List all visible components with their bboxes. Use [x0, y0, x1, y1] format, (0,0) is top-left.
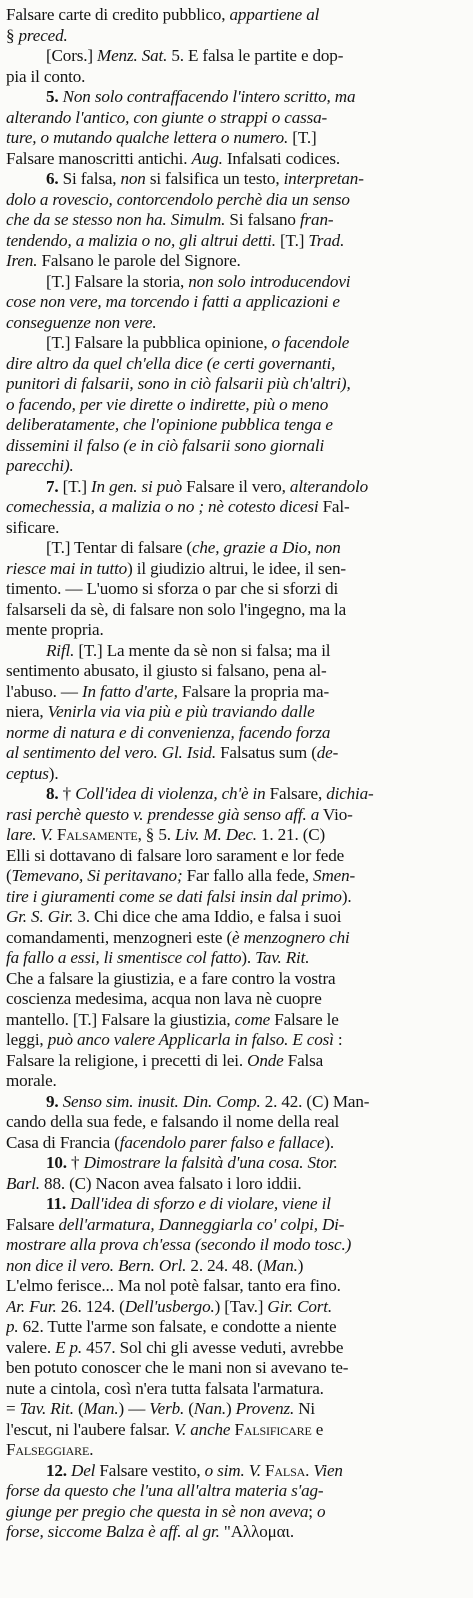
- roman-text: ): [225, 1399, 236, 1418]
- italic-text: norme di natura e di convenienza, facendo forza: [6, 722, 331, 742]
- italic-text: o facendo, per vie dirette o indirette, più o meno: [6, 394, 329, 414]
- italic-text: non dice il vero. Bern. Orl.: [6, 1255, 187, 1275]
- roman-text: ).: [241, 948, 256, 967]
- italic-text: Provenz.: [235, 1399, 295, 1418]
- text-line: [6, 313, 465, 334]
- cross-reference: Falsamente: [52, 825, 138, 844]
- roman-text: Vio-: [319, 804, 353, 824]
- roman-text: l'abuso. —: [6, 681, 82, 701]
- text-line: [6, 559, 465, 580]
- text-line: [6, 805, 465, 826]
- italic-text: Non solo contraffacendo l'intero scritto, ma: [62, 87, 356, 106]
- roman-text: 457. Sol chi gli avesse veduti, avrebbe: [82, 1337, 344, 1357]
- text-line: [6, 1502, 465, 1523]
- italic-text: Gir. Cort.: [267, 1296, 332, 1316]
- text-line: [6, 149, 465, 170]
- roman-text: ben potuto conoscer che le mani non si avevano te-: [6, 1358, 349, 1377]
- roman-text: 3. Chi dice che ama Iddio, e falsa i suoi: [73, 907, 342, 926]
- italic-text: E p.: [55, 1337, 83, 1357]
- text-line: [6, 600, 465, 621]
- italic-text: dichia-: [326, 784, 374, 803]
- italic-text: cose non vere, ma torcendo i fatti a applicazioni e: [6, 292, 340, 311]
- italic-text: In gen. si può: [91, 476, 182, 496]
- text-line: [6, 907, 465, 928]
- cross-reference: Falseggiare: [6, 1440, 90, 1459]
- italic-text: dissemini il falso (e in ciò falsarii sono giornali: [6, 435, 325, 455]
- text-line: [6, 1071, 465, 1092]
- roman-text: [T.] Falsare la storia,: [46, 271, 189, 291]
- roman-text: leggi,: [6, 1030, 48, 1049]
- italic-text: dire altro da quel ch'ella dice (e certi governanti,: [6, 353, 336, 373]
- roman-text: sentimento abusato, il giusto si falsano, pena al-: [6, 661, 327, 680]
- text-line: [6, 1174, 465, 1195]
- roman-text: 62. Tutte l'arme son falsate, e condotte a niente: [18, 1317, 337, 1336]
- roman-text: niera,: [6, 702, 48, 721]
- italic-text: Dell'usbergo.: [124, 1296, 215, 1316]
- text-line: [6, 128, 465, 149]
- italic-text: comechessia, a malizia o no ; nè cotesto dicesi: [6, 497, 319, 516]
- cross-reference: Falsa: [260, 1460, 306, 1480]
- roman-text: ): [297, 1255, 304, 1275]
- text-line: [6, 702, 465, 723]
- roman-text: Falsare: [6, 1214, 59, 1234]
- roman-text: valere.: [6, 1337, 56, 1357]
- roman-text: [T.] Tentar di falsare (: [46, 538, 192, 557]
- italic-text: In fatto d'arte,: [81, 681, 178, 701]
- sense-number: 5.: [46, 87, 59, 106]
- italic-text: Rifl.: [46, 640, 75, 660]
- italic-text: fa fallo a essi, li smentisce col fatto: [6, 948, 242, 967]
- text-line: [6, 682, 465, 703]
- italic-text: appartiene al: [229, 5, 320, 24]
- text-line: [6, 518, 465, 539]
- italic-text: preced.: [18, 25, 68, 45]
- text-line: [6, 210, 465, 231]
- text-line: [6, 764, 465, 785]
- italic-text: deliberatamente, che l'opinione pubblica tenga e: [6, 415, 333, 434]
- roman-text: †: [66, 1153, 84, 1172]
- roman-text: †: [58, 784, 76, 803]
- text-line: [6, 272, 465, 293]
- text-line: [6, 5, 465, 26]
- italic-text: è menzognero chi: [232, 927, 350, 947]
- roman-text: ).: [324, 1132, 334, 1152]
- text-line: [6, 395, 465, 416]
- text-line: [6, 87, 465, 108]
- text-line: [6, 743, 465, 764]
- roman-text: "Αλλομαι.: [219, 1522, 294, 1541]
- roman-text: falsarseli da sè, di falsare non solo l'ingegno, ma la: [6, 599, 347, 619]
- italic-text: Tav. Rit.: [19, 1399, 74, 1418]
- text-line: [6, 415, 465, 436]
- roman-text: L'elmo ferisce... Ma nol potè falsar, tanto era fino.: [6, 1276, 341, 1295]
- text-line: [6, 1461, 465, 1482]
- roman-text: timento. — L'uomo si sforza o par che si sforzi di: [6, 579, 339, 598]
- text-line: [6, 1010, 465, 1031]
- text-line: [6, 1338, 465, 1359]
- roman-text: 26. 124. (: [56, 1296, 125, 1316]
- cross-reference: Falsificare: [230, 1419, 312, 1439]
- roman-text: e: [311, 1419, 324, 1439]
- italic-text: Verb.: [149, 1399, 185, 1418]
- italic-text: Smen-: [313, 866, 356, 885]
- roman-text: Falsare carte di credito pubblico,: [6, 5, 230, 24]
- text-line: [6, 825, 465, 846]
- roman-text: .: [89, 1440, 94, 1459]
- italic-text: forse, siccome Balza è aff. al gr.: [6, 1522, 220, 1541]
- roman-text: §: [6, 25, 19, 45]
- italic-text: parecchi).: [6, 456, 74, 475]
- roman-text: 2. 42. (C) Man-: [260, 1091, 370, 1111]
- italic-text: rasi perchè questo v. prendesse già senso aff. a: [6, 804, 320, 824]
- italic-text: Trad.: [308, 230, 345, 250]
- italic-text: Menz. Sat.: [97, 46, 168, 65]
- italic-text: non: [120, 169, 146, 188]
- text-line: [6, 26, 465, 47]
- text-line: [6, 928, 465, 949]
- italic-text: dell'armatura, Danneggiarla co' colpi, Di-: [58, 1214, 345, 1234]
- text-line: [6, 190, 465, 211]
- italic-text: non solo introducendovi: [188, 271, 351, 291]
- roman-text: Far fallo alla fede,: [182, 866, 314, 885]
- text-line: [6, 1092, 465, 1113]
- italic-text: Coll'idea di violenza, ch'è in: [75, 784, 266, 803]
- roman-text: cando della sua fede, e falsando il nome della real: [6, 1112, 340, 1131]
- text-line: [6, 436, 465, 457]
- sense-number: 9.: [46, 1091, 59, 1111]
- italic-text: punitori di falsarii, sono in ciò falsarii più ch'altri),: [6, 374, 351, 393]
- italic-text: tendendo, a malizia o no, gli altrui detti.: [6, 230, 276, 250]
- text-line: [6, 784, 465, 805]
- italic-text: Vien: [313, 1460, 343, 1480]
- text-line: [6, 1215, 465, 1236]
- italic-text: alterandolo: [289, 476, 369, 496]
- text-line: [6, 969, 465, 990]
- italic-text: Man.: [262, 1255, 298, 1275]
- roman-text: si falsifica un testo,: [145, 169, 284, 188]
- italic-text: Temevano, Si peritavano;: [11, 866, 183, 885]
- sense-number: 8.: [46, 784, 59, 803]
- roman-text: Falsare le: [270, 1009, 339, 1029]
- roman-text: 2. 24. 48. (: [186, 1255, 263, 1275]
- roman-text: coscienza medesima, acqua non lava nè cuopre: [6, 989, 322, 1008]
- italic-text: Iren.: [6, 251, 38, 270]
- roman-text: Falsare il vero,: [181, 476, 290, 496]
- text-line: [6, 620, 465, 641]
- italic-text: può anco valere Applicarla in falso. E così: [47, 1030, 334, 1049]
- text-line: [6, 67, 465, 88]
- text-line: [6, 251, 465, 272]
- roman-text: Falsa: [283, 1050, 324, 1070]
- roman-text: Falsare la religione, i precetti di lei.: [6, 1050, 248, 1070]
- text-line: [6, 1481, 465, 1502]
- entry-text-column: [6, 5, 465, 1543]
- text-line: [6, 292, 465, 313]
- italic-text: forse da questo che l'una all'altra materia s'ag-: [6, 1481, 324, 1500]
- italic-text: che, grazie a Dio, non: [191, 538, 341, 557]
- italic-text: alterando l'antico, con giunte o strappi o cassa-: [6, 107, 328, 127]
- text-line: [6, 661, 465, 682]
- italic-text: Barl.: [6, 1173, 40, 1193]
- italic-text: Ar. Fur.: [6, 1296, 57, 1316]
- italic-text: V. anche: [173, 1419, 231, 1439]
- roman-text: nute a cintola, così n'era tutta falsata l'armatura.: [6, 1378, 324, 1398]
- roman-text: ) —: [118, 1399, 150, 1418]
- roman-text: (: [73, 1399, 84, 1418]
- roman-text: ).: [48, 763, 59, 783]
- italic-text: come: [234, 1009, 271, 1029]
- roman-text: :: [333, 1030, 343, 1049]
- roman-text: 88. (C) Nacon avea falsato i loro iddii.: [39, 1173, 302, 1193]
- roman-text: ;: [308, 1501, 318, 1521]
- italic-text: Tav. Rit.: [255, 948, 310, 967]
- italic-text: Man.: [83, 1399, 119, 1418]
- italic-text: p.: [6, 1317, 19, 1336]
- text-line: [6, 723, 465, 744]
- text-line: [6, 887, 465, 908]
- roman-text: mantello. [T.] Falsare la giustizia,: [6, 1009, 235, 1029]
- italic-text: Aug.: [191, 148, 223, 168]
- roman-text: =: [6, 1399, 20, 1418]
- roman-text: [T.]: [288, 128, 317, 147]
- text-line: [6, 169, 465, 190]
- roman-text: Falsare la propria ma-: [177, 681, 330, 701]
- italic-text: Dimostrare la falsità d'una cosa. Stor.: [83, 1153, 338, 1172]
- text-line: [6, 1153, 465, 1174]
- text-line: [6, 1030, 465, 1051]
- text-line: [6, 497, 465, 518]
- roman-text: [T.]: [58, 476, 92, 496]
- roman-text: , § 5.: [137, 825, 175, 844]
- italic-text: Venirla via via più e più traviando dalle: [47, 702, 315, 721]
- italic-text: giunge per pregio che questa in sè non aveva: [6, 1501, 309, 1521]
- roman-text: sificare.: [6, 517, 60, 537]
- roman-text: Elli si dottavano di falsare loro sarament e lor fede: [6, 845, 345, 865]
- sense-number: 6.: [46, 169, 59, 188]
- text-line: [6, 231, 465, 252]
- italic-text: ceptus: [6, 763, 49, 783]
- text-line: [6, 538, 465, 559]
- italic-text: facendolo parer falso e fallace: [119, 1132, 325, 1152]
- text-line: [6, 108, 465, 129]
- italic-text: fran-: [299, 210, 334, 229]
- roman-text: Falsare,: [265, 784, 327, 803]
- roman-text: Si falsano: [225, 210, 300, 229]
- roman-text: comandamenti, menzogneri este (: [6, 927, 233, 947]
- roman-text: (: [184, 1399, 194, 1418]
- roman-text: 5. E falsa le partite e dop-: [167, 46, 344, 65]
- text-line: [6, 1317, 465, 1338]
- roman-text: Fal-: [318, 497, 350, 516]
- roman-text: ) il giudizio altrui, le idee, il sen-: [127, 558, 346, 578]
- roman-text: ).: [341, 886, 352, 906]
- roman-text: [T.] Falsare la pubblica opinione,: [46, 333, 272, 352]
- italic-text: Onde: [247, 1050, 284, 1070]
- roman-text: l'escut, ni l'aubere falsar.: [6, 1419, 174, 1439]
- italic-text: dolo a rovescio, contorcendolo perchè dia un senso: [6, 189, 350, 209]
- text-line: [6, 1358, 465, 1379]
- text-line: [6, 1276, 465, 1297]
- italic-text: che da se stesso non ha. Simulm.: [6, 210, 226, 229]
- italic-text: Dall'idea di sforzo e di violare, viene il: [70, 1194, 331, 1213]
- text-line: [6, 374, 465, 395]
- italic-text: o: [317, 1501, 326, 1521]
- italic-text: Gr. S. Gir.: [6, 907, 74, 926]
- roman-text: 1. 21. (C): [256, 825, 326, 844]
- text-line: [6, 1420, 465, 1441]
- text-line: [6, 641, 465, 662]
- roman-text: Falsatus sum (: [215, 743, 317, 762]
- italic-text: de-: [316, 743, 339, 762]
- text-line: [6, 1522, 465, 1543]
- sense-number: 7.: [46, 476, 59, 496]
- roman-text: mente propria.: [6, 620, 104, 639]
- roman-text: [Cors.]: [46, 46, 98, 65]
- roman-text: ) [Tav.]: [214, 1296, 268, 1316]
- italic-text: lare. V.: [6, 825, 53, 844]
- roman-text: [T.]: [275, 230, 309, 250]
- roman-text: Si falsa,: [58, 169, 121, 188]
- roman-text: Falsare vestito,: [95, 1460, 205, 1480]
- italic-text: al sentimento del vero. Gl. Isid.: [6, 743, 216, 762]
- text-line: [6, 579, 465, 600]
- roman-text: [T.] La mente da sè non si falsa; ma il: [74, 640, 331, 660]
- italic-text: interpretan-: [283, 169, 364, 188]
- text-line: [6, 1256, 465, 1277]
- text-line: [6, 1235, 465, 1256]
- roman-text: Casa di Francia (: [6, 1132, 120, 1152]
- text-line: [6, 1399, 465, 1420]
- italic-text: Nan.: [193, 1399, 226, 1418]
- text-line: [6, 1194, 465, 1215]
- text-line: [6, 989, 465, 1010]
- text-line: [6, 477, 465, 498]
- text-line: [6, 948, 465, 969]
- roman-text: morale.: [6, 1071, 57, 1090]
- roman-text: Che a falsare la giustizia, e a fare contro la vostra: [6, 968, 336, 988]
- italic-text: conseguenze non vere.: [6, 312, 157, 332]
- text-line: [6, 1051, 465, 1072]
- italic-text: riesce mai in tutto: [6, 558, 128, 578]
- italic-text: o facendole: [271, 333, 350, 352]
- text-line: [6, 1297, 465, 1318]
- roman-text: Ni: [294, 1399, 316, 1418]
- italic-text: ture, o mutando qualche lettera o numero.: [6, 128, 289, 147]
- text-line: [6, 333, 465, 354]
- text-line: [6, 1379, 465, 1400]
- roman-text: Falsare manoscritti antichi.: [6, 148, 192, 168]
- sense-number: 11.: [46, 1194, 66, 1213]
- italic-text: mostrare alla prova ch'essa (secondo il modo tosc.): [6, 1235, 352, 1254]
- sense-number: 10.: [46, 1153, 67, 1172]
- italic-text: tire i giuramenti come se dati falsi insin dal primo: [6, 886, 342, 906]
- roman-text: pia il conto.: [6, 66, 86, 86]
- italic-text: Del: [71, 1460, 96, 1480]
- text-line: [6, 866, 465, 887]
- roman-text: Falsano le parole del Signore.: [37, 251, 241, 270]
- italic-text: Senso sim. inusit. Din. Comp.: [62, 1091, 261, 1111]
- text-line: [6, 354, 465, 375]
- text-line: [6, 456, 465, 477]
- roman-text: .: [305, 1460, 314, 1480]
- roman-text: (: [6, 866, 12, 885]
- text-line: [6, 1112, 465, 1133]
- text-line: [6, 846, 465, 867]
- italic-text: o sim. V.: [204, 1460, 261, 1480]
- text-line: [6, 1440, 465, 1461]
- roman-text: Infalsati codices.: [222, 148, 340, 168]
- text-line: [6, 1133, 465, 1154]
- text-line: [6, 46, 465, 67]
- italic-text: Liv. M. Dec.: [174, 825, 257, 844]
- sense-number: 12.: [46, 1460, 67, 1480]
